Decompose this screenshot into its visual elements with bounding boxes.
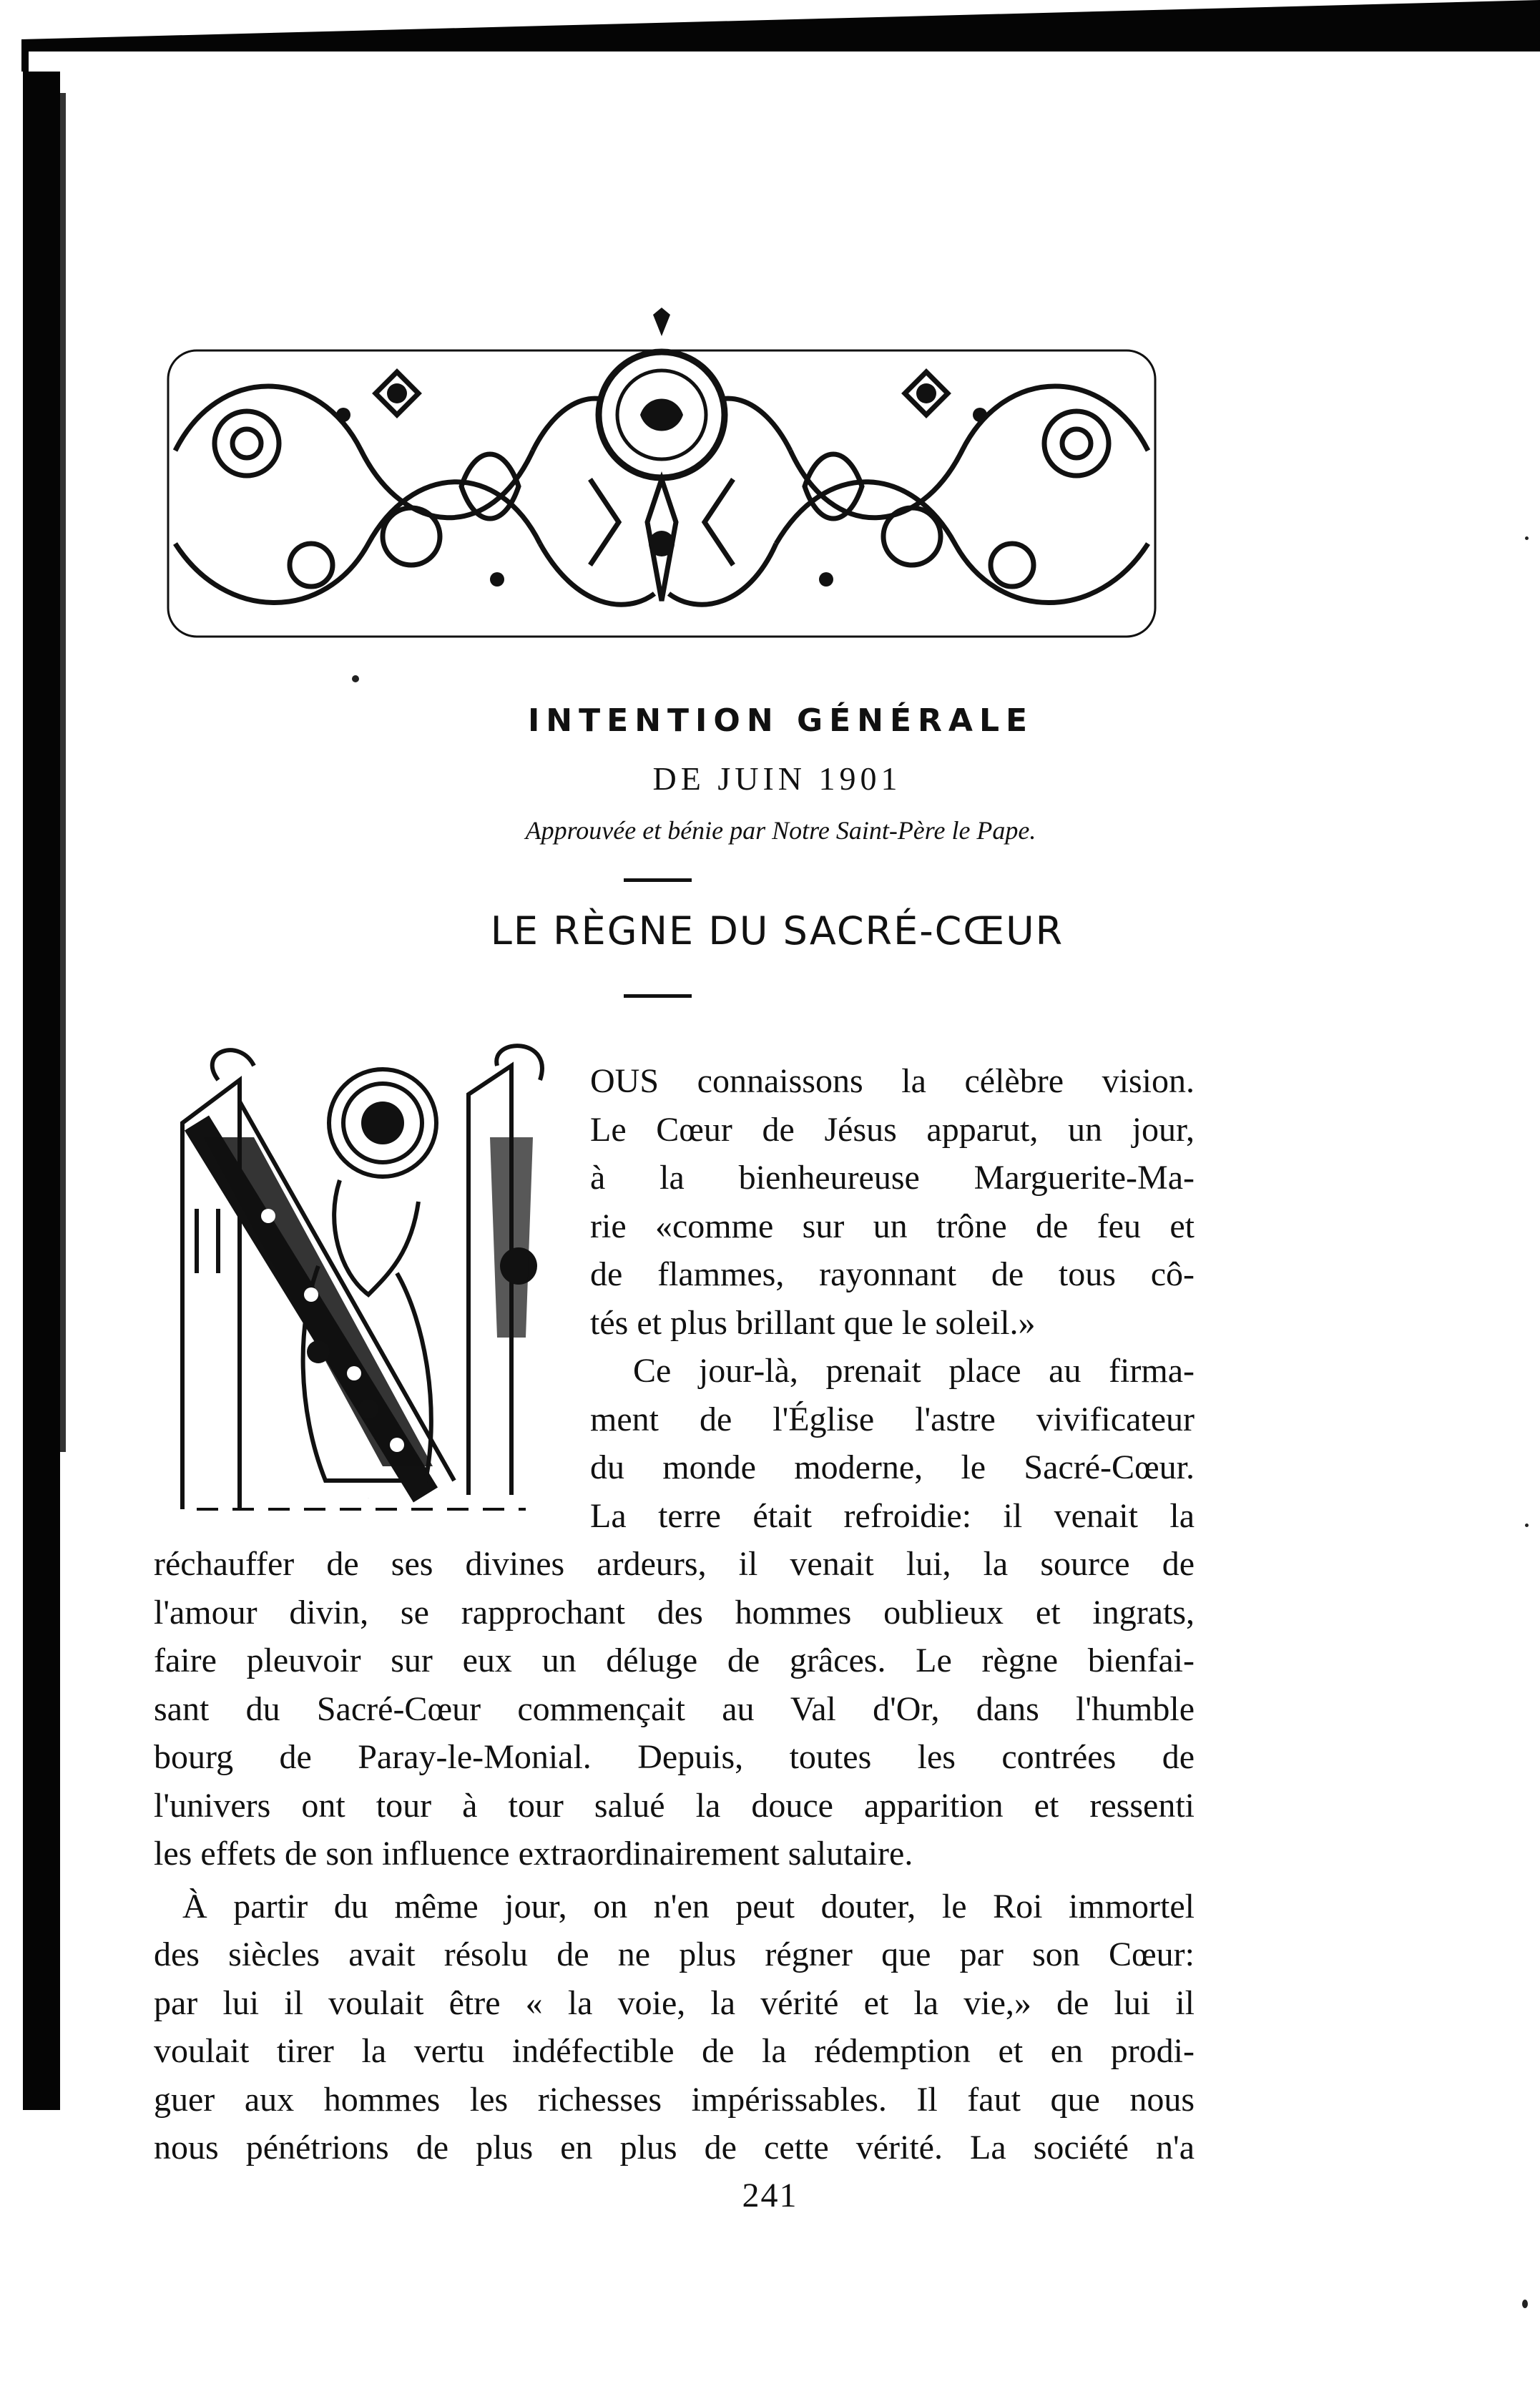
text-line: Ce jour-là, prenait place au firma-: [633, 1352, 1195, 1390]
paragraph-1: [154, 1057, 1195, 1347]
divider-rule-top: [624, 878, 692, 882]
text-line: réchauffer de ses divines ardeurs, il venait lui, la source de: [154, 1545, 1195, 1583]
text-line: À partir du même jour, on n'en peut douter, le Roi immortel: [182, 1887, 1195, 1925]
approval-note: Approuvée et bénie par Notre Saint-Père le Pape.: [525, 816, 1036, 845]
intention-heading: INTENTION GÉNÉRALE: [527, 702, 1034, 739]
dropcap-letter: N: [368, 1498, 369, 1499]
text-line: sant du Sacré-Cœur commençait au Val d'Or, dans l'humble: [154, 1689, 1195, 1728]
scan-border-left: [23, 72, 60, 2110]
page-title: LE RÈGNE DU SACRÉ-CŒUR: [490, 908, 1064, 953]
text-line: rie «comme sur un trône de feu et: [590, 1207, 1195, 1245]
text-line: l'univers ont tour à tour salué la douce apparition et ressenti: [154, 1786, 1195, 1825]
text-line: OUS connaissons la célèbre vision.: [590, 1062, 1195, 1100]
paragraph-2: [154, 1347, 1195, 1878]
scan-speck: [1522, 2300, 1528, 2308]
ornamental-headpiece-icon: [161, 308, 1162, 644]
text-line: faire pleuvoir sur eux un déluge de grâces. Le règne bienfai-: [154, 1642, 1195, 1679]
text-line: du monde moderne, le Sacré-Cœur.: [590, 1448, 1195, 1486]
text-line: Le Cœur de Jésus apparut, un jour,: [590, 1110, 1195, 1149]
page-number: 241: [742, 2177, 798, 2214]
divider-rule-bottom: [624, 994, 692, 998]
paragraph-3: [154, 1883, 1195, 2172]
scan-speck: [1525, 536, 1529, 540]
text-line: par lui il voulait être « la voie, la vérité et la vie,» de lui il: [154, 1983, 1195, 2022]
text-line: les effets de son influence extraordinairement salutaire.: [154, 1835, 913, 1873]
text-line: guer aux hommes les richesses impérissables. Il faut que nous: [154, 2080, 1195, 2119]
text-line: à la bienheureuse Marguerite-Ma-: [590, 1159, 1195, 1197]
text-line: bourg de Paray-le-Monial. Depuis, toutes les contrées de: [154, 1738, 1195, 1776]
text-line: ment de l'Église l'astre vivificateur: [590, 1400, 1195, 1438]
scan-speck: [1525, 1524, 1529, 1527]
text-line: voulait tirer la vertu indéfectible de la rédemption et en prodi-: [154, 2032, 1195, 2070]
text-line: des siècles avait résolu de ne plus régner que par son Cœur:: [154, 1936, 1195, 1973]
scan-speck: [352, 675, 359, 682]
scan-border-gap: [29, 51, 1540, 94]
text-line: La terre était refroidie: il venait la: [590, 1496, 1195, 1535]
text-line: nous pénétrions de plus en plus de cette vérité. La société n'a: [154, 2129, 1195, 2167]
text-line: de flammes, rayonnant de tous cô-: [590, 1255, 1195, 1293]
text-line: l'amour divin, se rapprochant des hommes oublieux et ingrats,: [154, 1593, 1195, 1632]
text-line: tés et plus brillant que le soleil.»: [590, 1303, 1036, 1342]
intention-date: DE JUIN 1901: [652, 760, 902, 797]
article-body: [154, 1057, 1195, 2172]
